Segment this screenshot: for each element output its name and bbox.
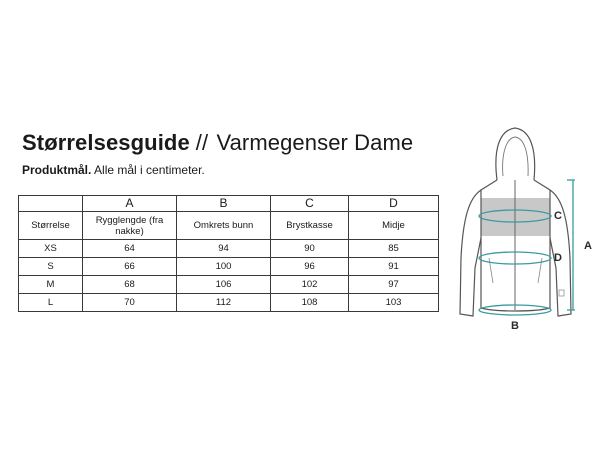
table-row xyxy=(19,276,439,294)
table-letter-cell: B xyxy=(177,196,271,212)
table-row xyxy=(19,294,439,312)
table-cell: 85 xyxy=(349,240,439,258)
logo-patch xyxy=(559,290,564,296)
table-cell: 108 xyxy=(271,294,349,312)
table-letter-cell: A xyxy=(83,196,177,212)
table-row xyxy=(19,258,439,276)
jacket-illustration xyxy=(445,118,605,338)
label-c: C xyxy=(554,210,562,222)
table-cell: XS xyxy=(19,240,83,258)
table-cell: 96 xyxy=(271,258,349,276)
label-a: A xyxy=(584,240,592,252)
table-letter-cell: D xyxy=(349,196,439,212)
table-cell: 66 xyxy=(83,258,177,276)
table-cell: 112 xyxy=(177,294,271,312)
table-row xyxy=(19,240,439,258)
table-header-cell: Rygglengde (fra nakke) xyxy=(83,212,177,240)
subtitle xyxy=(22,163,205,177)
subtitle-bold: Produktmål. xyxy=(22,163,92,177)
hood-inner xyxy=(503,137,529,176)
hood-outline xyxy=(496,128,535,180)
table-cell: L xyxy=(19,294,83,312)
table-cell: 64 xyxy=(83,240,177,258)
table-cell: 97 xyxy=(349,276,439,294)
label-d: D xyxy=(554,252,562,264)
label-b: B xyxy=(511,320,519,332)
table-header-cell: Midje xyxy=(349,212,439,240)
title-separator: // xyxy=(195,130,209,155)
table-cell: 102 xyxy=(271,276,349,294)
table-cell: 106 xyxy=(177,276,271,294)
table-letter-row xyxy=(19,196,439,212)
table-cell: 68 xyxy=(83,276,177,294)
page-title xyxy=(22,130,413,156)
table-cell: 94 xyxy=(177,240,271,258)
table-cell: 90 xyxy=(271,240,349,258)
subtitle-text: Alle mål i centimeter. xyxy=(94,163,205,177)
table-cell: S xyxy=(19,258,83,276)
title-brand: Størrelsesguide xyxy=(22,130,190,155)
table-header-cell: Omkrets bunn xyxy=(177,212,271,240)
table-letter-cell: C xyxy=(271,196,349,212)
table-cell: M xyxy=(19,276,83,294)
left-sleeve xyxy=(460,190,481,316)
table-header-cell: Brystkasse xyxy=(271,212,349,240)
table-letter-cell xyxy=(19,196,83,212)
table-cell: 103 xyxy=(349,294,439,312)
table-cell: 91 xyxy=(349,258,439,276)
jacket-diagram xyxy=(445,118,605,338)
table-header-row xyxy=(19,212,439,240)
table-cell: 70 xyxy=(83,294,177,312)
table-cell: 100 xyxy=(177,258,271,276)
size-table xyxy=(18,195,439,312)
table-header-cell: Størrelse xyxy=(19,212,83,240)
title-product: Varmegenser Dame xyxy=(216,130,414,155)
